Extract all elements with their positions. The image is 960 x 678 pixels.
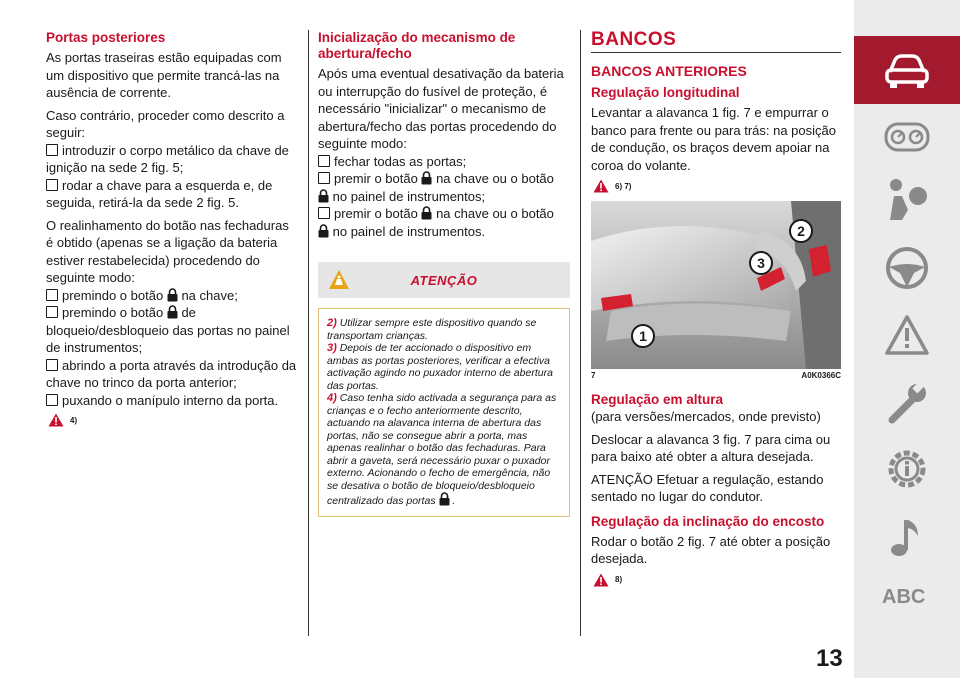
heading-portas-posteriores: Portas posteriores (46, 30, 166, 45)
checkbox-bullet-icon (46, 359, 58, 371)
bullet-item: premindo o botão na chave; (46, 287, 298, 305)
gear-info-icon[interactable] (884, 446, 930, 492)
lock-icon (421, 206, 432, 220)
airbag-person-icon[interactable] (884, 176, 930, 222)
paragraph: O realinhamento do botão nas fechaduras é obtido (apenas se a ligação da bateria estiver restabelecida) procedendo do seguinte modo: (46, 217, 289, 285)
checkbox-bullet-icon (46, 289, 58, 301)
checkbox-bullet-icon (318, 207, 330, 219)
checkbox-bullet-icon (46, 306, 58, 318)
warning-reference: 6) 7) (593, 179, 841, 193)
figure-number: 7 (591, 371, 596, 380)
figure-caption (591, 371, 841, 380)
checkbox-bullet-icon (46, 144, 58, 156)
paragraph: ATENÇÃO Efetuar a regulação, estando sentado no lugar do condutor. (591, 471, 824, 504)
checkbox-bullet-icon (46, 394, 58, 406)
svg-text:2: 2 (797, 223, 805, 239)
column-seats (591, 30, 841, 595)
child-seat-warning-icon (328, 269, 350, 291)
heading-inicializacao: Inicialização do mecanismo de abertura/fecho (318, 30, 516, 61)
warning-notes (318, 308, 570, 517)
lock-icon (167, 288, 178, 302)
dashboard-gauges-icon[interactable] (884, 122, 930, 152)
note-item: 4) Caso tenha sido activada a segurança para as crianças e o fecho anteriormente descrito, actuando na alavanca interna de abertura das portas, não se consegue abrir a porta, mas apenas realinhar o botão das fechaduras. Para abrir a gaveta, será necessário puxar o puxador externo. Acionando o fecho de emergência, não se desativa o botão de bloqueio/desbloqueio centralizado das portas . (327, 392, 557, 507)
heading-regulacao-longitudinal: Regulação longitudinal (591, 85, 740, 100)
bullet-item: puxando o manípulo interno da porta. (46, 392, 298, 410)
paragraph: Levantar a alavanca 1 fig. 7 e empurrar o banco para frente ou para trás: na posição de condução, os braços devem apoiar na coroa do volante. (591, 105, 836, 173)
lock-icon (167, 305, 178, 319)
column-divider (580, 30, 581, 636)
callout-1 (632, 325, 654, 347)
chapter-sidebar (854, 0, 960, 678)
warning-triangle-icon (593, 573, 609, 587)
lock-icon (318, 224, 329, 238)
bullet-item: fechar todas as portas; (318, 153, 570, 171)
column-init-mechanism (318, 30, 570, 517)
figure-code: A0K0366C (801, 371, 841, 380)
heading-regulacao-altura: Regulação em altura (591, 392, 724, 407)
seat-illustration (591, 201, 841, 369)
svg-text:3: 3 (757, 255, 765, 271)
lock-icon (421, 171, 432, 185)
paragraph: Deslocar a alavanca 3 fig. 7 para cima ou para baixo até obter a altura desejada. (591, 431, 831, 464)
car-icon (884, 50, 930, 90)
atencao-label: ATENÇÃO (410, 272, 478, 288)
warning-triangle-icon (593, 179, 609, 193)
bullet-item: premir o botão na chave ou o botão no painel de instrumentos; (318, 170, 570, 205)
paragraph: Rodar o botão 2 fig. 7 até obter a posição desejada. (591, 533, 831, 566)
paragraph: Após uma eventual desativação da bateria ou interrupção do fusível de proteção, é necessário "inicializar" o mecanismo de abertura/fecho das portas procedendo do seguinte modo: (318, 66, 564, 151)
title-rule (591, 52, 841, 53)
bullet-item: abrindo a porta através da introdução da chave no trinco da porta anterior; (46, 357, 297, 390)
warning-triangle-icon[interactable] (884, 314, 930, 356)
callout-2 (790, 220, 812, 242)
sidebar-item-car-active[interactable] (854, 36, 960, 104)
note-item: 3) Depois de ter accionado o dispositivo em ambas as portas posteriores, verificar a efectiva activação agindo no puxador interno de abertura das portas. (327, 342, 553, 392)
warning-reference: 4) (48, 413, 298, 427)
heading-regulacao-inclinacao: Regulação da inclinação do encosto (591, 513, 825, 529)
wrench-icon[interactable] (884, 380, 930, 426)
paragraph: (para versões/mercados, onde previsto) (591, 409, 821, 424)
warning-reference: 8) (593, 573, 841, 587)
bullet-item: rodar a chave para a esquerda e, de seguida, retirá-la da sede 2 fig. 5. (46, 177, 273, 210)
warning-triangle-icon (48, 413, 64, 427)
column-doors-rear (46, 30, 298, 435)
lock-icon (439, 492, 450, 506)
paragraph: As portas traseiras estão equipadas com um dispositivo que permite trancá-las na ausência de corrente. (46, 50, 282, 100)
steering-wheel-icon[interactable] (884, 245, 930, 291)
checkbox-bullet-icon (318, 172, 330, 184)
checkbox-bullet-icon (46, 179, 58, 191)
svg-text:1: 1 (639, 328, 647, 344)
sidebar-item-index[interactable]: ABC (882, 586, 926, 608)
callout-3 (750, 252, 772, 274)
section-title: BANCOS (591, 29, 677, 50)
subsection-title: BANCOS ANTERIORES (591, 63, 747, 79)
note-item: 2) Utilizar sempre este dispositivo quando se transportam crianças. (327, 317, 537, 342)
seat-figure (591, 201, 841, 369)
music-note-icon[interactable] (884, 514, 930, 560)
bullet-item: premir o botão na chave ou o botão no painel de instrumentos. (318, 205, 570, 240)
paragraph: Caso contrário, proceder como descrito a seguir: (46, 107, 285, 140)
page-number: 13 (816, 645, 843, 672)
bullet-item: premindo o botão de bloqueio/desbloqueio das portas no painel de instrumentos; (46, 305, 290, 355)
checkbox-bullet-icon (318, 155, 330, 167)
column-divider (308, 30, 309, 636)
bullet-item: introduzir o corpo metálico da chave de ignição na sede 2 fig. 5; (46, 142, 289, 175)
atencao-banner (318, 262, 570, 298)
lock-icon (318, 189, 329, 203)
